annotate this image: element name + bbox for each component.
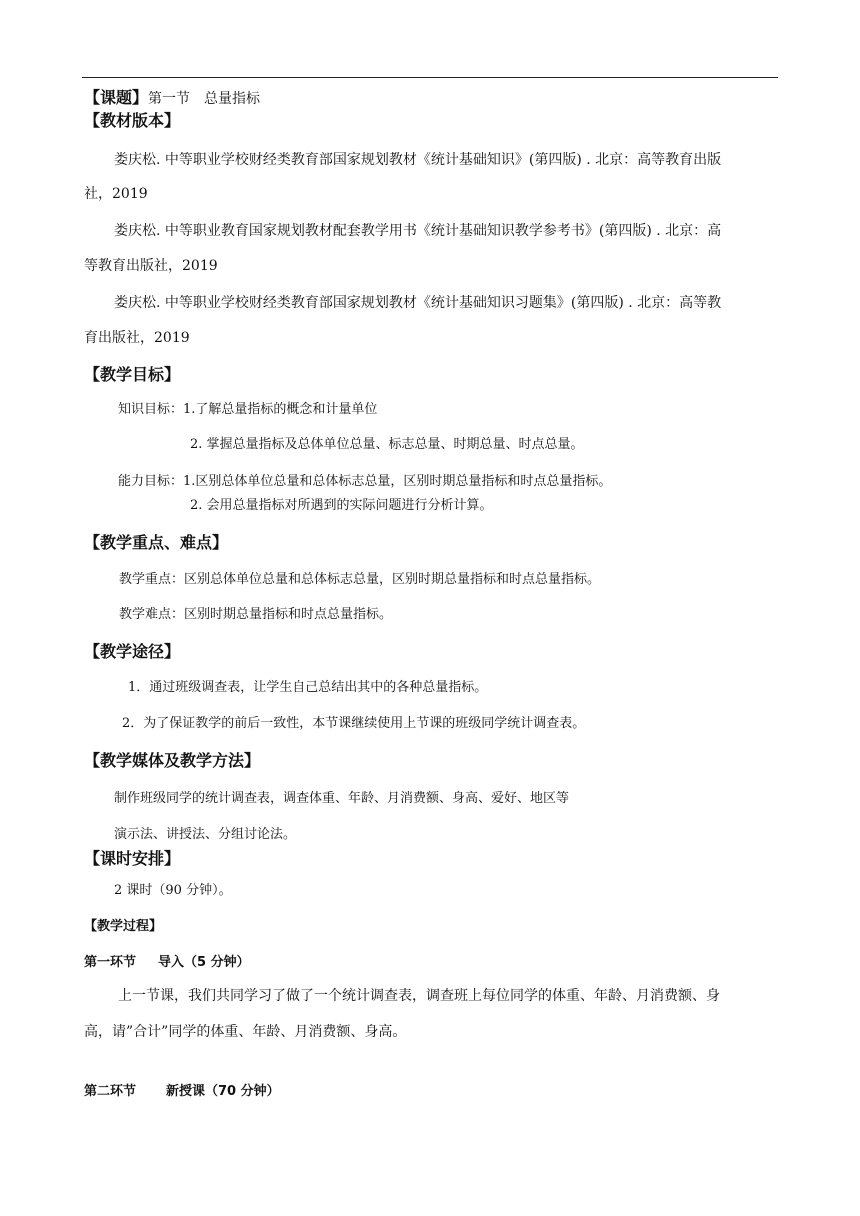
ability-goal-1: [118, 470, 611, 489]
approach-heading: 【教学途径】: [84, 642, 181, 661]
media-heading: 【教学媒体及教学方法】: [84, 751, 261, 770]
stage-1-header: [84, 951, 250, 970]
knowledge-item-1: 1.了解总量指标的概念和计量单位: [183, 402, 378, 417]
knowledge-item-2: 2. 掌握总量指标及总体单位总量、标志总量、时期总量、时点总量。: [190, 437, 584, 452]
textbook-ref-1-line1: 娄庆松. 中等职业学校财经类教育部国家规划教材《统计基础知识》(第四版) . 北京：高等教育出版: [114, 152, 722, 168]
schedule-heading: 【课时安排】: [84, 849, 181, 868]
stage-1-line-2: 高，请”合计”同学的体重、年龄、月消费额、身高。: [84, 1024, 407, 1040]
difficulty-text: 教学难点：区别时期总量指标和时点总量指标。: [119, 607, 393, 622]
stage-1-title: 导入（5 分钟）: [158, 955, 250, 970]
approach-item-1: 1．通过班级调查表，让学生自己总结出其中的各种总量指标。: [128, 680, 488, 695]
schedule-text: 2 课时（90 分钟）。: [114, 883, 232, 898]
topic-value: 第一节 总量指标: [148, 91, 261, 107]
textbook-ref-1-line2: 社，2019: [84, 186, 148, 202]
stage-1-label: 第一环节: [84, 955, 137, 970]
textbook-ref-2-line1: 娄庆松. 中等职业教育国家规划教材配套教学用书《统计基础知识教学参考书》(第四版) . 北京：高: [114, 223, 722, 239]
textbook-ref-3-line2: 育出版社，2019: [84, 330, 190, 346]
knowledge-label: 知识目标：: [118, 402, 184, 417]
ability-item-2: 2. 会用总量指标对所遇到的实际问题进行分析计算。: [190, 498, 493, 513]
key-point-text: 教学重点：区别总体单位总量和总体标志总量，区别时期总量指标和时点总量指标。: [119, 572, 601, 587]
topic-line: [84, 85, 260, 108]
knowledge-goal-1: [118, 398, 377, 417]
media-line-2: 演示法、讲授法、分组讨论法。: [114, 827, 297, 842]
ability-label: 能力目标：: [118, 474, 184, 489]
approach-item-2: 2．为了保证教学的前后一致性，本节课继续使用上节课的班级同学统计调查表。: [122, 716, 586, 731]
objectives-heading: 【教学目标】: [84, 365, 181, 384]
textbook-ref-2-line2: 等教育出版社，2019: [84, 258, 218, 274]
stage-2-label: 第二环节: [84, 1084, 137, 1099]
stage-2-title: 新授课（70 分钟）: [166, 1084, 280, 1099]
header-rule: [82, 77, 778, 78]
stage-2-header: [84, 1080, 280, 1099]
textbook-ref-3-line1: 娄庆松. 中等职业学校财经类教育部国家规划教材《统计基础知识习题集》(第四版) . 北京：高等教: [114, 295, 722, 311]
ability-item-1: 1.区别总体单位总量和总体标志总量，区别时期总量指标和时点总量指标。: [183, 474, 612, 489]
process-heading: 【教学过程】: [84, 919, 163, 934]
textbook-heading: 【教材版本】: [84, 111, 181, 130]
stage-1-line-1: 上一节课，我们共同学习了做了一个统计调查表，调查班上每位同学的体重、年龄、月消费额、身: [118, 988, 720, 1004]
media-line-1: 制作班级同学的统计调查表，调查体重、年龄、月消费额、身高、爱好、地区等: [114, 791, 570, 806]
key-points-heading: 【教学重点、难点】: [84, 533, 229, 552]
topic-label: 【课题】: [84, 88, 149, 107]
